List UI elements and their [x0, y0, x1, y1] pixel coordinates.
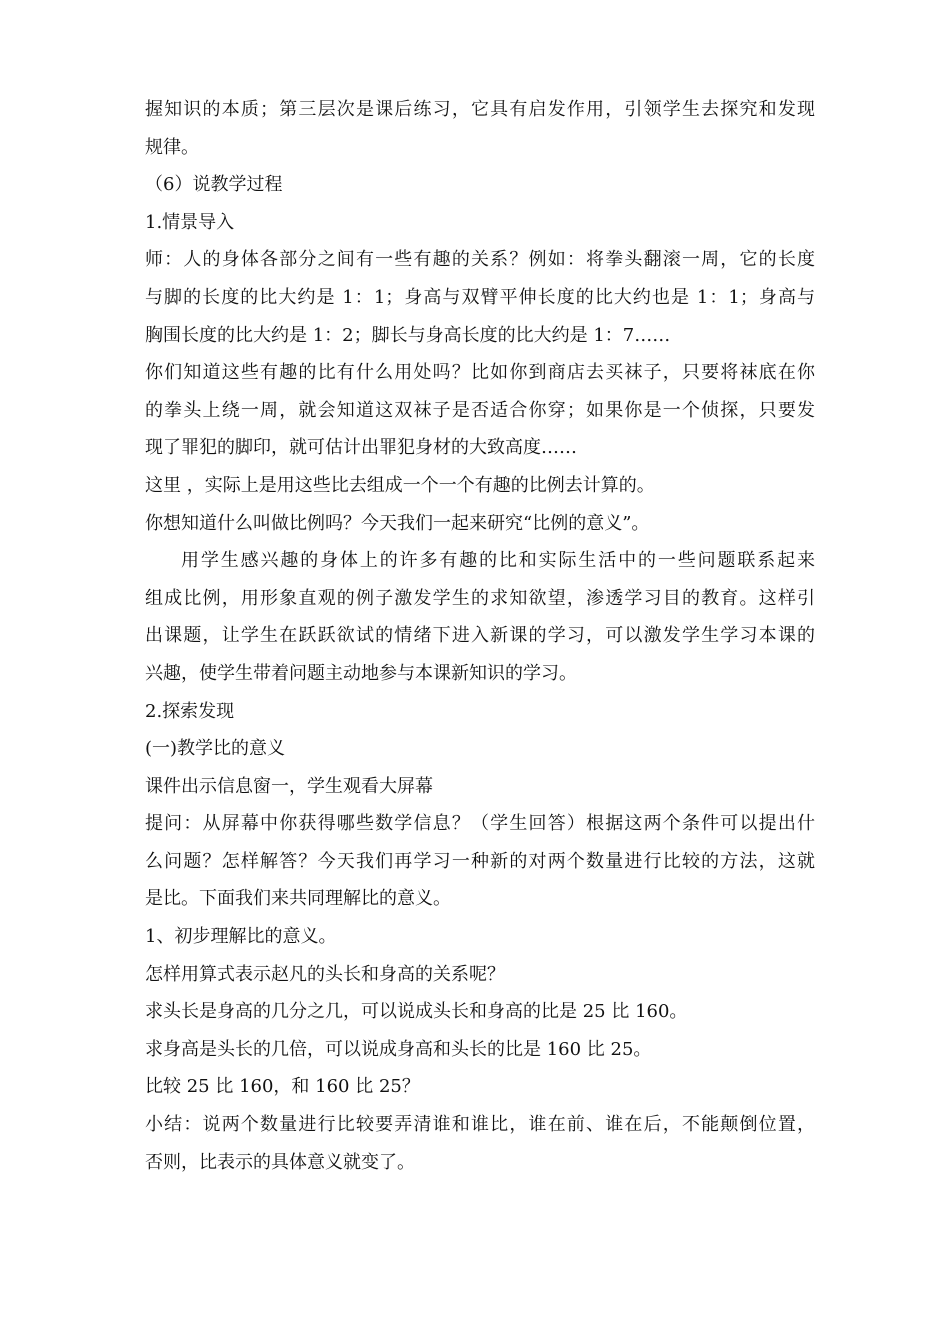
paragraph-line: 否则，比表示的具体意义就变了。: [145, 1151, 415, 1173]
section-heading: 1、初步理解比的意义。: [145, 926, 337, 948]
paragraph-line: 小结：说两个数量进行比较要弄清谁和谁比，谁在前、谁在后，不能颠倒位置，: [145, 1114, 815, 1136]
paragraph-line: 胸围长度的比大约是 1：2；脚长与身高长度的比大约是 1：7……: [145, 324, 671, 346]
paragraph-line: 怎样用算式表示赵凡的头长和身高的关系呢？: [145, 963, 505, 985]
paragraph-line: 你们知道这些有趣的比有什么用处吗？比如你到商店去买袜子，只要将袜底在你: [145, 362, 815, 384]
paragraph-line: 与脚的长度的比大约是 1：1；身高与双臂平伸长度的比大约也是 1：1；身高与: [145, 286, 815, 308]
paragraph-line: 这里 ，实际上是用这些比去组成一个一个有趣的比例去计算的。: [145, 474, 655, 496]
paragraph-line: 现了罪犯的脚印，就可估计出罪犯身材的大致高度……: [145, 437, 577, 459]
paragraph-line: 的拳头上绕一周，就会知道这双袜子是否适合你穿；如果你是一个侦探，只要发: [145, 399, 815, 421]
paragraph-line: 握知识的本质；第三层次是课后练习，它具有启发作用，引领学生去探究和发现: [145, 99, 815, 120]
section-heading: 1.情景导入: [145, 211, 235, 233]
paragraph-line: 课件出示信息窗一，学生观看大屏幕: [145, 775, 433, 797]
paragraph-line: 出课题，让学生在跃跃欲试的情绪下进入新课的学习，可以激发学生学习本课的: [145, 625, 815, 647]
paragraph-line: 么问题？怎样解答？今天我们再学习一种新的对两个数量进行比较的方法，这就: [145, 850, 815, 872]
paragraph-line: 师：人的身体各部分之间有一些有趣的关系？例如：将拳头翻滚一周，它的长度: [145, 249, 815, 271]
paragraph-line: 规律。: [145, 136, 199, 158]
paragraph-line: 是比。下面我们来共同理解比的意义。: [145, 888, 451, 910]
section-heading: 2.探索发现: [145, 700, 235, 722]
paragraph-line: 你想知道什么叫做比例吗？今天我们一起来研究“比例的意义”。: [145, 512, 650, 534]
paragraph-line: 提问：从屏幕中你获得哪些数学信息？（学生回答）根据这两个条件可以提出什: [145, 813, 815, 835]
section-heading: （6）说教学过程: [145, 174, 283, 196]
paragraph-line: 组成比例，用形象直观的例子激发学生的求知欲望，渗透学习目的教育。这样引: [145, 587, 815, 609]
paragraph-line: 比较 25 比 160，和 160 比 25？: [145, 1076, 420, 1098]
section-heading: (一)教学比的意义: [145, 738, 286, 760]
paragraph-line: 求头长是身高的几分之几，可以说成头长和身高的比是 25 比 160。: [145, 1001, 688, 1023]
paragraph-line: 用学生感兴趣的身体上的许多有趣的比和实际生活中的一些问题联系起来: [181, 550, 815, 572]
paragraph-line: 兴趣，使学生带着问题主动地参与本课新知识的学习。: [145, 662, 577, 684]
paragraph-line: 求身高是头长的几倍，可以说成身高和头长的比是 160 比 25。: [145, 1038, 652, 1060]
document-page: [145, 91, 815, 1181]
